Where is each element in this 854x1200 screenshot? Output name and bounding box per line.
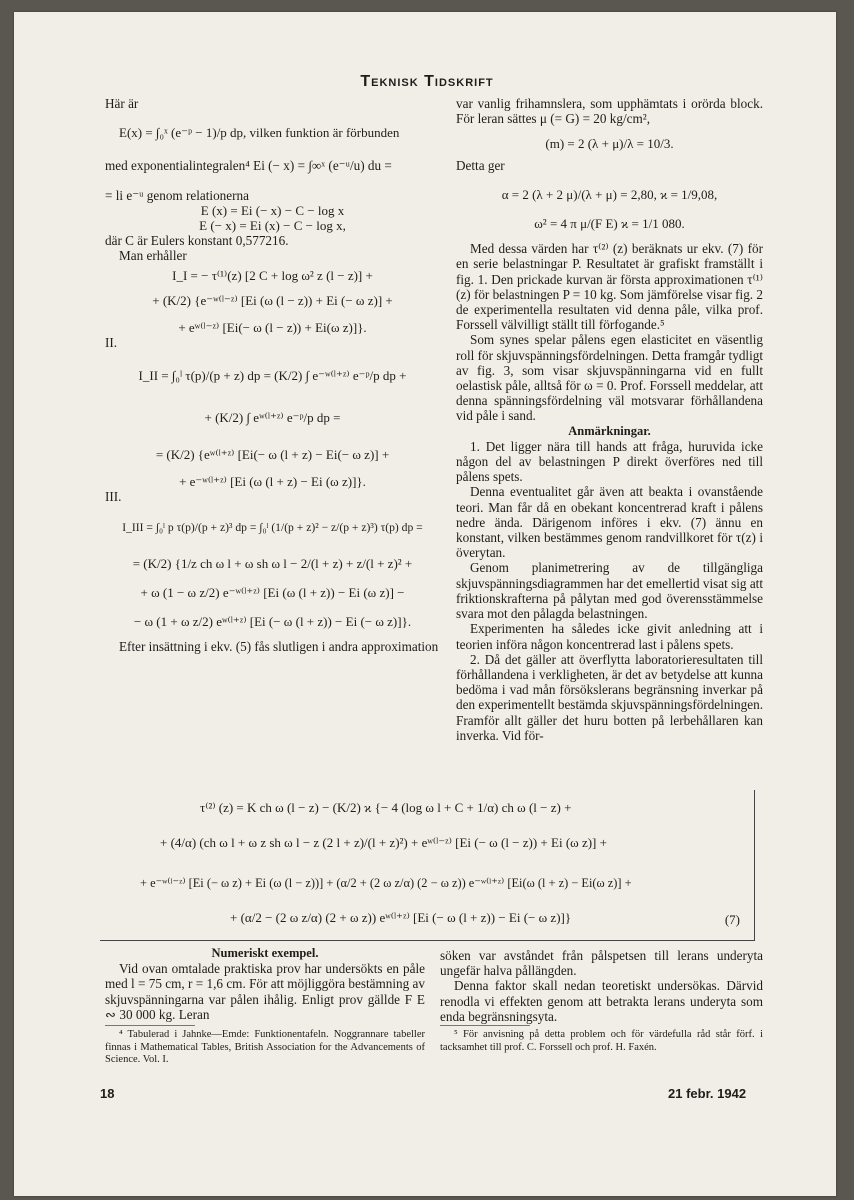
journal-header: Teknisk Tidskrift [360,73,494,90]
man-text: Man erhåller [119,248,187,264]
detta-text: Detta ger [456,157,505,173]
alpha-equation: α = 2 (λ + 2 μ)/(λ + μ) = 2,80, ϰ = 1/9,08, [501,186,718,202]
numeriskt-text: Vid ovan omtalade praktiska prov har undersökts en påle med l = 75 cm, r = 1,6 cm. För att möjliggöra bestämning av skjuvspänningarna var pålen ihålig. Enligt prov gällde F E ∾ 30 000 kg. Leran [105,961,425,1022]
eq-I2b: + (K/2) ∫ eʷ⁽ˡ⁺ᶻ⁾ e⁻ᵖ/p dp = [204,409,341,425]
eq-I2d: + e⁻ʷ⁽ˡ⁺ᶻ⁾ [Ei (ω (l + z) − Ei (ω z)]}. [179,474,366,490]
intro-text: Här är [105,96,139,111]
eq-I3c: + ω (1 − ω z/2) e⁻ʷ⁽ˡ⁺ᶻ⁾ [Ei (ω (l + z)) − Ei (ω z)] − [140,584,405,600]
eq7-line-3: + e⁻ʷ⁽ˡ⁻ᶻ⁾ [Ei (− ω z) + Ei (ω (l − z))] + (α/2 + (2 ω z/α) (2 − ω z)) e⁻ʷ⁽ˡ⁺ᶻ⁾ [Ei(ω (l + z) − Ei(ω z)] + [140,876,632,890]
anm-4: Experimenten ha således icke givit anledning att i teorien införa någon koncentrerad last i pålens spets. [456,621,763,652]
eq-I3d: − ω (1 + ω z/2) eʷ⁽ˡ⁺ᶻ⁾ [Ei (− ω (l + z)) − Ei (− ω z)]}. [133,614,412,630]
eq-I3a: I_III = ∫₀ˡ p τ(p)/(p + z)³ dp = ∫₀ˡ (1/(p + z)² − z/(p + z)³) τ(p) dp = [122,521,423,535]
relation-2: E (− x) = Ei (x) − C − log x, [199,218,346,234]
bottom-right-para-1: söken var avståndet från pålspetsen till lerans underyta ungefär halva pållängden. [440,948,763,979]
eq7-line-1: τ⁽²⁾ (z) = K ch ω (l − z) − (K/2) ϰ {− 4 (log ω l + C + 1/α) ch ω (l − z) + [200,800,572,815]
anm-1: 1. Det ligger nära till hands att fråga, huruvida icke någon del av belastningen P direkt överföres ned till pålens spets. [456,438,763,485]
euler-text: där C är Eulers konstant 0,577216. [105,233,289,249]
right-para-1: var vanlig frihamnslera, som upphämtats i orörda block. För leran sättes μ (= G) = 20 kg/cm², [456,96,763,127]
numeriskt-heading: Numeriskt exempel. [211,946,319,960]
bottom-right-para-2: Denna faktor skall nedan teoretiskt undersökas. Därvid renodla vi effekten genom att betrakta lerans underyta som enda begränsningsyta. [440,978,763,1024]
anm-3: Genom planimetrering av de tillgängliga skjuvspänningsdiagrammen har det emellertid visat sig att friktionskrafterna på pålytan med god överensstämmelse svara mot den pålagda belastningen. [456,560,763,622]
issue-date: 21 febr. 1942 [668,1086,747,1101]
eq-I1b: + (K/2) {e⁻ʷ⁽ˡ⁻ᶻ⁾ [Ei (ω (l − z)) + Ei (− ω z)] + [152,292,393,308]
eq-I3b: = (K/2) {1/z ch ω l + ω sh ω l − 2/(l + z) + z/(l + z)² + [132,555,413,571]
eq-I1a: I_I = − τ⁽¹⁾(z) [2 C + log ω² z (l − z)] + [172,267,373,283]
after-text: Efter insättning i ekv. (5) fås slutligen i andra approximation [119,639,439,655]
eq7-line-2: + (4/α) (ch ω l + ω z sh ω l − z (2 l + z)/(l + z)²) + eʷ⁽ˡ⁻ᶻ⁾ [Ei (− ω (l − z)) + Ei (ω z)] + [160,835,607,850]
page-number: 18 [100,1086,115,1101]
right-para-2: Med dessa värden har τ⁽²⁾ (z) beräknats ur ekv. (7) för en serie belastningar P. Resultatet är grafiskt framställt i fig. 1. Den prickade kurvan är första approximationen τ⁽¹⁾ (z) för belastningen P = 10 kg. Som jämförelse visar fig. 2 de experimentella resultaten vid denna påle, vilka prof. Forssell välvilligt ställt till förfogande.⁵ [456,241,763,333]
eq-I1c: + eʷ⁽ˡ⁻ᶻ⁾ [Ei(− ω (l − z)) + Ei(ω z)]}. [178,320,367,336]
anm-heading: Anmärkningar. [568,423,651,438]
section-III: III. [105,489,122,505]
right-column [456,96,763,743]
equation-7-box [100,790,755,941]
right-para-3: Som synes spelar pålens egen elasticitet en väsentlig roll för skjuvspänningsfördelningen. Detta framgår tydligt av fig. 3, som visar skjuvspänningarna vid en fullt oelastisk påle, alltså för ω = 0. Prof. Forssell meddelar, att denna spänningsfördelning väl motsvarar förhållandena vid påle i sand. [456,332,763,424]
eq7-line-4: + (α/2 − (2 ω z/α) (2 + ω z)) eʷ⁽ˡ⁺ᶻ⁾ [Ei (− ω (l + z)) − Ei (− ω z)]} [230,910,572,925]
footnote-4-text: ⁴ Tabulerad i Jahnke—Emde: Funktionentafeln. Noggrannare tabeller finnas i Mathematical Tables, British Association for the Advancements of Science. Vol. I. [105,1029,425,1065]
bottom-right [440,948,763,1024]
bottom-left [105,946,425,1022]
eq-I2c: = (K/2) {eʷ⁽ˡ⁺ᶻ⁾ [Ei(− ω (l + z) − Ei(− ω z)] + [155,446,390,462]
footnote-5 [440,1029,763,1054]
footnote-5-text: ⁵ För anvisning på detta problem och för värdefulla råd står förf. i tacksamhet till prof. C. Forssell och prof. H. Faxén. [440,1029,763,1053]
e-definition: E(x) = ∫₀ˣ (e⁻ᵖ − 1)/p dp, vilken funktion är förbunden [119,125,400,141]
footnote-rule-left [105,1025,195,1026]
footnote-4 [105,1029,425,1067]
eq7-number: (7) [724,912,740,927]
exp-integral-text: med exponentialintegralen⁴ Ei (− x) = ∫∞ˣ (e⁻ᵘ/u) du = [105,158,392,174]
relation-1: E (x) = Ei (− x) − C − log x [200,202,345,218]
anm-2: Denna eventualitet går även att beakta i ovanstående teori. Man får då en obekant koncentrerad kraft i pålens nedre ända. Därigenom införes i ekv. (7) ännu en konstant, vilken bestämmes genom randvillkoret för τ(z) i överytan. [456,484,763,561]
omega-equation: ω² = 4 π μ/(F E) ϰ = 1/1 080. [534,216,685,232]
left-column [105,96,440,654]
m-equation: (m) = 2 (λ + μ)/λ = 10/3. [545,136,674,152]
eq-I2a: I_II = ∫₀ˡ τ(p)/(p + z) dp = (K/2) ∫ e⁻ʷ⁽ˡ⁺ᶻ⁾ e⁻ᵖ/p dp + [138,368,407,384]
li-line: = li e⁻ᵘ genom relationerna [105,187,249,203]
anm-5: 2. Då det gäller att överflytta laboratorieresultaten till förhållandena i verkligheten, är det av betydelse att kunna bedöma i vad mån försökslerans begränsning inverkar på den experimentellt bestämda skjuvspänningsfördelningen. Framför allt gäller det huru botten på lerbehållaren kan inverka. Vid för- [456,651,763,743]
footnote-rule-right [440,1025,530,1026]
section-II: II. [105,335,118,351]
